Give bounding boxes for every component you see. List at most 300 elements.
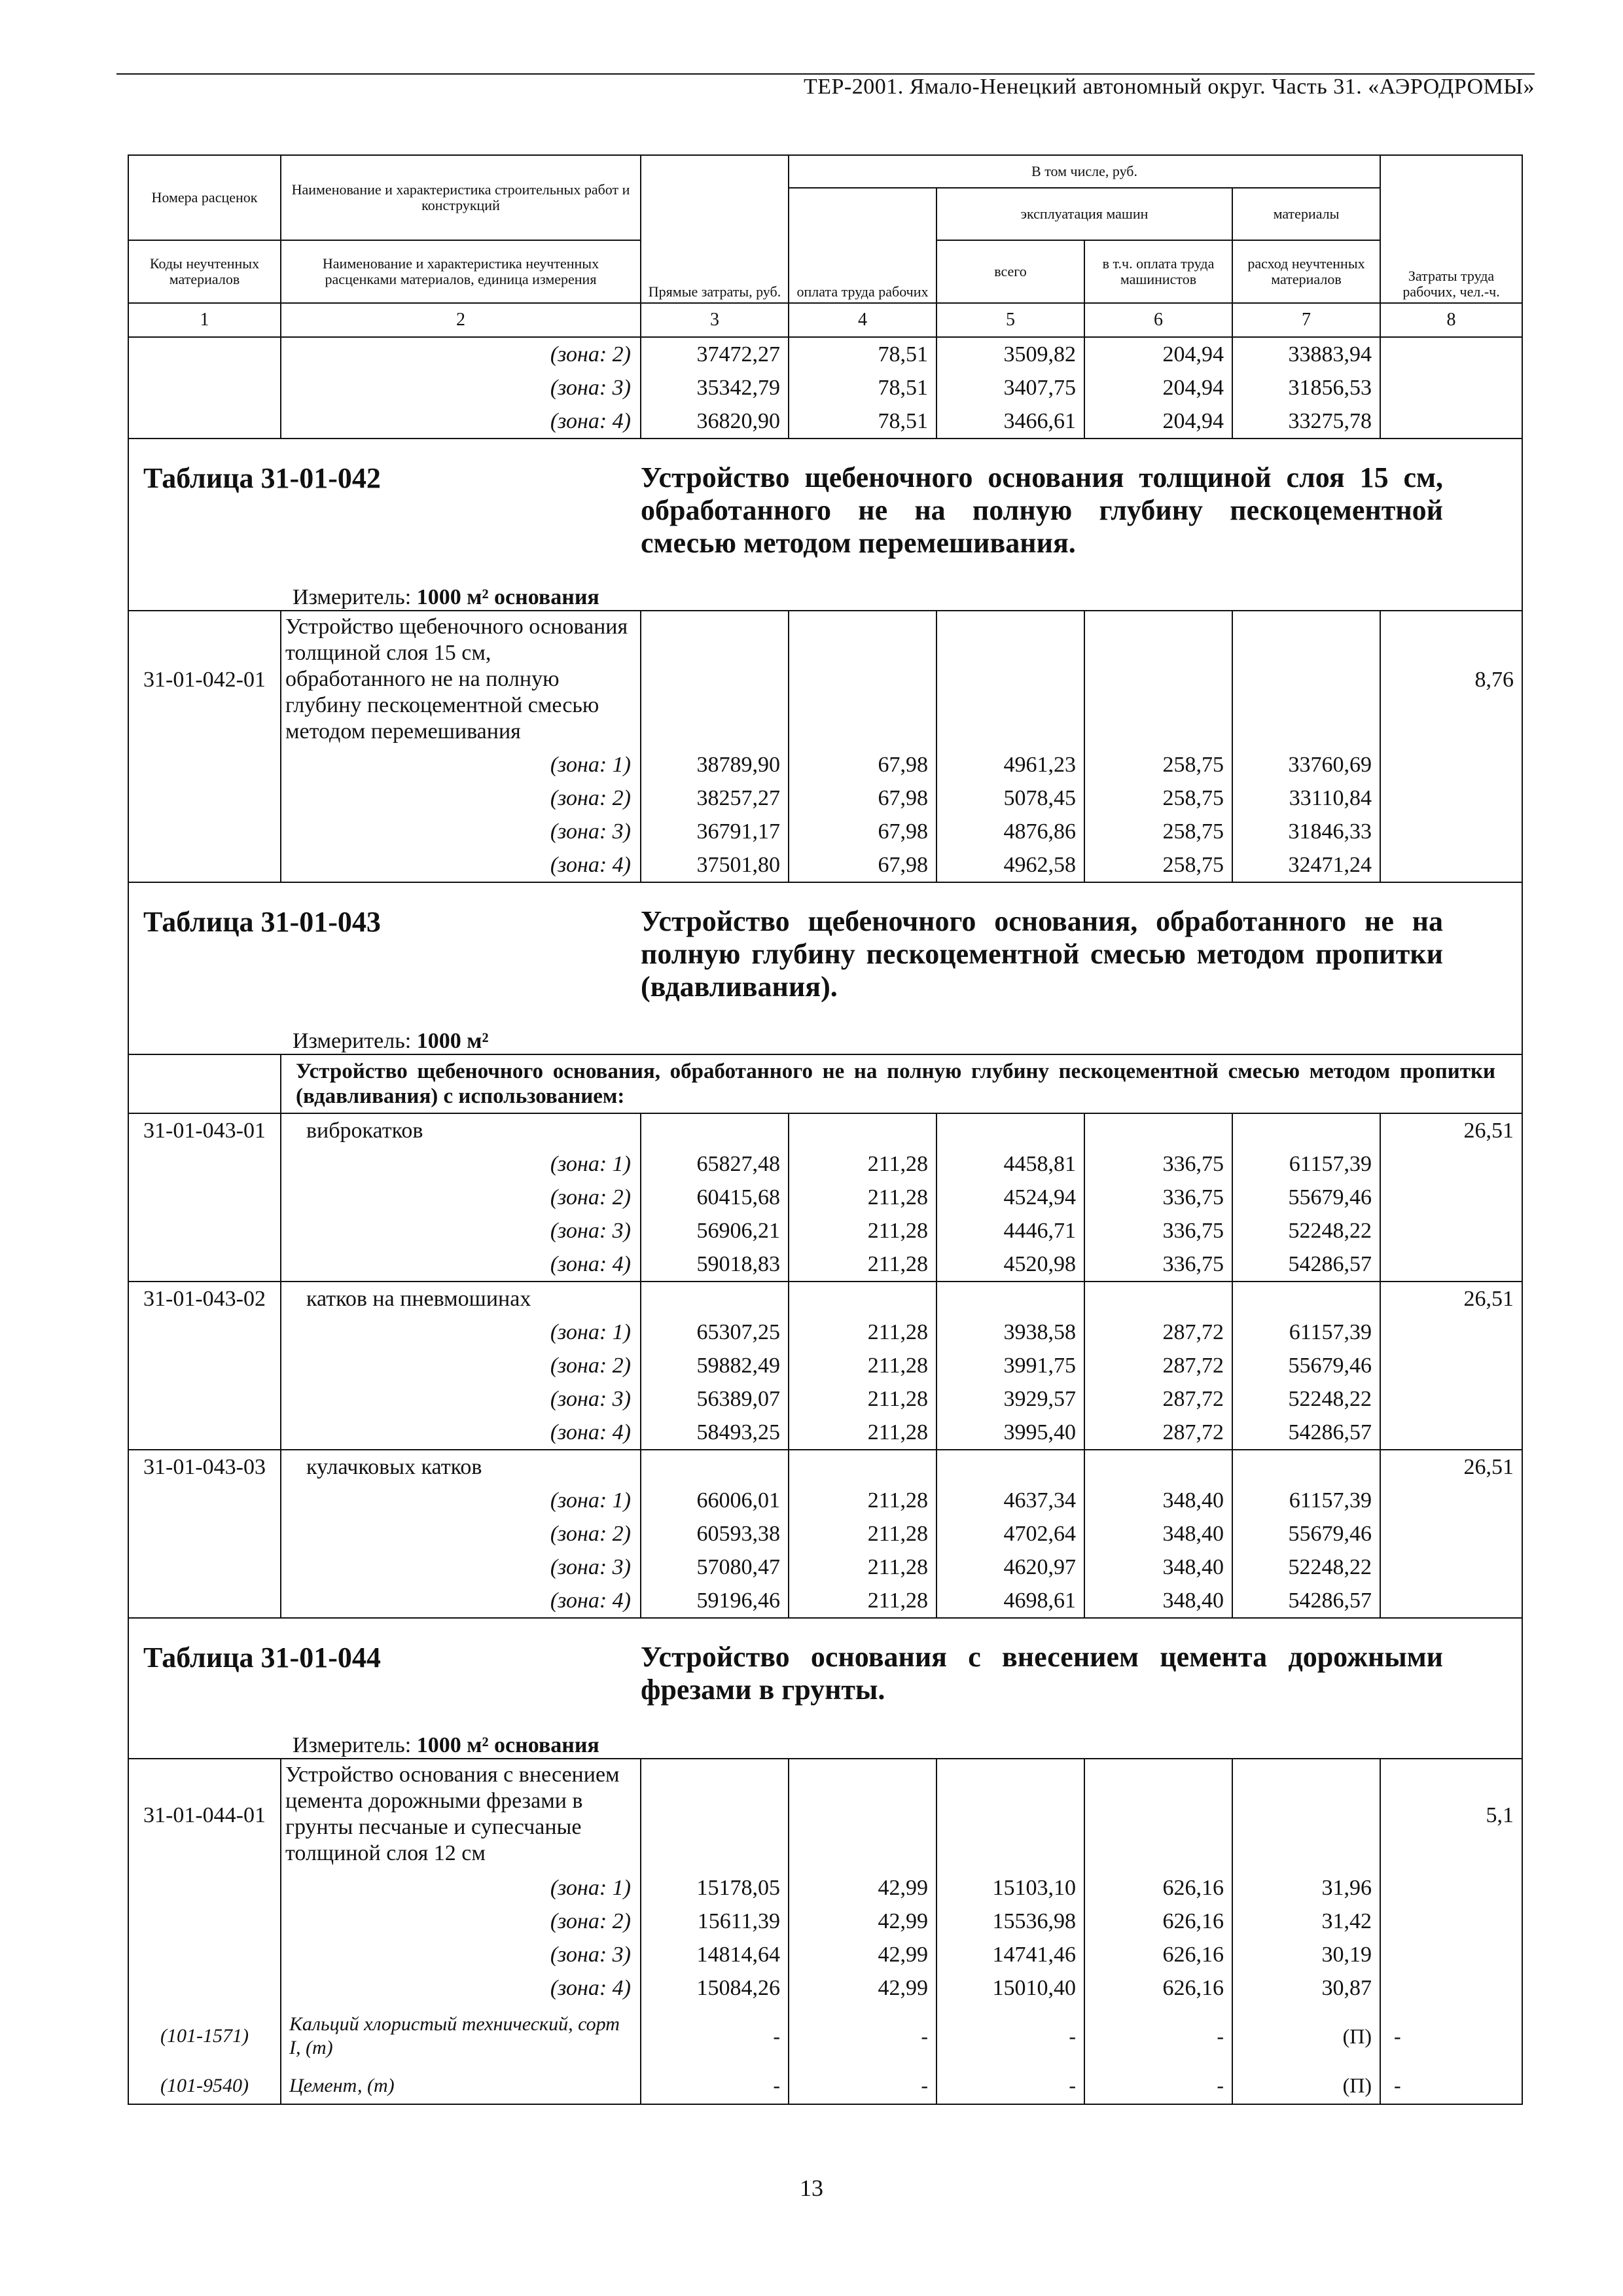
value-cell: 4458,81	[936, 1147, 1084, 1181]
value-cell: 204,94	[1084, 404, 1232, 439]
value-cell: 61157,39	[1232, 1316, 1380, 1349]
value-cell: 78,51	[789, 404, 936, 439]
material-row	[128, 2005, 1522, 2068]
value-cell: 4524,94	[936, 1181, 1084, 1214]
value-cell: 3991,75	[936, 1349, 1084, 1382]
code-cell	[128, 1416, 281, 1450]
labor-cell	[1380, 748, 1522, 781]
value-cell: 67,98	[789, 781, 936, 815]
unit-line	[143, 1029, 641, 1054]
value-cell: 15084,26	[641, 1971, 789, 2005]
labor-cost: 5,1	[1380, 1759, 1522, 1871]
labor-cell	[1380, 1905, 1522, 1938]
value-cell: 33110,84	[1232, 781, 1380, 815]
value-cell: 258,75	[1084, 815, 1232, 848]
value-cell: 211,28	[789, 1551, 936, 1584]
value-cell: 15010,40	[936, 1971, 1084, 2005]
code-cell	[128, 1871, 281, 1905]
value-cell: 348,40	[1084, 1484, 1232, 1517]
zone-label: (зона: 1)	[281, 748, 641, 781]
table-description: Устройство щебеночного основания толщиной слоя 15 см, обработанного не на полную глубину пескоцементной смесью методом перемешивания.	[641, 439, 1522, 611]
value-cell: 3509,82	[936, 337, 1084, 371]
empty-cell	[1084, 611, 1232, 748]
value-cell: 15103,10	[936, 1871, 1084, 1905]
col-num: 3	[641, 303, 789, 337]
col-num: 8	[1380, 303, 1522, 337]
material-value: -	[1084, 2005, 1232, 2068]
header-row-1	[128, 155, 1522, 188]
value-cell: 15611,39	[641, 1905, 789, 1938]
labor-cell	[1380, 1517, 1522, 1551]
value-cell: 4876,86	[936, 815, 1084, 848]
work-description: Устройство основания с внесением цемента дорожными фрезами в грунты песчаные и супесчаные толщиной слоя 12 см	[281, 1759, 641, 1871]
value-cell: 59882,49	[641, 1349, 789, 1382]
col-num: 1	[128, 303, 281, 337]
value-cell: 4637,34	[936, 1484, 1084, 1517]
empty-cell	[936, 611, 1084, 748]
table-title-cell	[128, 1618, 641, 1759]
hdr-codes: Номера расценок	[128, 155, 281, 240]
material-value: -	[936, 2005, 1084, 2068]
unit-line	[143, 585, 641, 610]
value-cell: 37501,80	[641, 848, 789, 882]
zone-row	[128, 371, 1522, 404]
rate-code: 31-01-043-01	[128, 1113, 281, 1147]
value-cell: 287,72	[1084, 1349, 1232, 1382]
hdr-mat-codes: Коды неучтенных материалов	[128, 240, 281, 303]
value-cell: 35342,79	[641, 371, 789, 404]
labor-cell	[1380, 1214, 1522, 1247]
value-cell: 211,28	[789, 1349, 936, 1382]
value-cell: 348,40	[1084, 1517, 1232, 1551]
material-value: -	[789, 2005, 936, 2068]
value-cell: 33883,94	[1232, 337, 1380, 371]
zone-label: (зона: 2)	[281, 1517, 641, 1551]
code-cell	[128, 337, 281, 371]
material-row	[128, 2068, 1522, 2104]
col-num: 4	[789, 303, 936, 337]
value-cell: 15178,05	[641, 1871, 789, 1905]
value-cell: 32471,24	[1232, 848, 1380, 882]
value-cell: 3995,40	[936, 1416, 1084, 1450]
section-header-row	[128, 882, 1522, 1054]
labor-cell	[1380, 1147, 1522, 1181]
zone-row	[128, 748, 1522, 781]
value-cell: 33760,69	[1232, 748, 1380, 781]
code-cell	[128, 1517, 281, 1551]
zone-row	[128, 1147, 1522, 1181]
value-cell: 38789,90	[641, 748, 789, 781]
value-cell: 55679,46	[1232, 1517, 1380, 1551]
labor-cell	[1380, 1551, 1522, 1584]
work-row	[128, 1759, 1522, 1871]
zone-row	[128, 1517, 1522, 1551]
empty-cell	[1084, 1282, 1232, 1316]
running-head: ТЕР-2001. Ямало-Ненецкий автономный округ. Часть 31. «АЭРОДРОМЫ»	[803, 75, 1535, 99]
zone-label: (зона: 4)	[281, 1584, 641, 1618]
zone-row	[128, 1247, 1522, 1282]
material-value: (П)	[1232, 2068, 1380, 2104]
value-cell: 61157,39	[1232, 1147, 1380, 1181]
labor-cell	[1380, 815, 1522, 848]
section-header-row	[128, 439, 1522, 611]
value-cell: 211,28	[789, 1147, 936, 1181]
value-cell: 4520,98	[936, 1247, 1084, 1282]
empty-cell	[789, 1450, 936, 1484]
value-cell: 55679,46	[1232, 1181, 1380, 1214]
labor-cost: 26,51	[1380, 1113, 1522, 1147]
work-row	[128, 611, 1522, 748]
code-cell	[128, 781, 281, 815]
code-cell	[128, 1551, 281, 1584]
empty-cell	[641, 1450, 789, 1484]
code-cell	[128, 1316, 281, 1349]
zone-label: (зона: 3)	[281, 1938, 641, 1971]
hdr-machines-total: всего	[936, 240, 1084, 303]
zone-label: (зона: 1)	[281, 1484, 641, 1517]
material-name: Кальций хлористый технический, сорт I, (т)	[281, 2005, 641, 2068]
zone-row	[128, 1214, 1522, 1247]
value-cell: 211,28	[789, 1316, 936, 1349]
table-title: Таблица 31-01-044	[143, 1641, 381, 1674]
empty-cell	[1084, 1450, 1232, 1484]
value-cell: 30,19	[1232, 1938, 1380, 1971]
item-name: виброкатков	[281, 1113, 641, 1147]
value-cell: 3938,58	[936, 1316, 1084, 1349]
labor-cell	[1380, 1349, 1522, 1382]
hdr-wages: оплата труда рабочих	[789, 188, 936, 303]
item-row	[128, 1113, 1522, 1147]
material-value: -	[936, 2068, 1084, 2104]
value-cell: 336,75	[1084, 1147, 1232, 1181]
col-num: 2	[281, 303, 641, 337]
code-cell	[128, 1247, 281, 1282]
labor-cell	[1380, 1871, 1522, 1905]
zone-row	[128, 1484, 1522, 1517]
hdr-operator-wages: в т.ч. оплата труда машинистов	[1084, 240, 1232, 303]
code-cell	[128, 1584, 281, 1618]
value-cell: 4620,97	[936, 1551, 1084, 1584]
zone-label: (зона: 2)	[281, 1181, 641, 1214]
value-cell: 14741,46	[936, 1938, 1084, 1971]
value-cell: 211,28	[789, 1382, 936, 1416]
labor-cell	[1380, 1382, 1522, 1416]
empty-cell	[936, 1113, 1084, 1147]
value-cell: 287,72	[1084, 1382, 1232, 1416]
code-cell	[128, 748, 281, 781]
value-cell: 211,28	[789, 1584, 936, 1618]
unit-value: 1000 м²	[416, 1029, 489, 1053]
page-number: 13	[800, 2175, 823, 2201]
unit-line	[143, 1733, 641, 1758]
value-cell: 4962,58	[936, 848, 1084, 882]
value-cell: 33275,78	[1232, 404, 1380, 439]
zone-row	[128, 1871, 1522, 1905]
empty-cell	[936, 1282, 1084, 1316]
value-cell: 60415,68	[641, 1181, 789, 1214]
value-cell: 31846,33	[1232, 815, 1380, 848]
hdr-incl: В том числе, руб.	[789, 155, 1380, 188]
unit-prefix: Измеритель:	[293, 585, 417, 609]
value-cell: 61157,39	[1232, 1484, 1380, 1517]
value-cell: 65827,48	[641, 1147, 789, 1181]
rate-code: 31-01-043-03	[128, 1450, 281, 1484]
empty-cell	[789, 1282, 936, 1316]
item-row	[128, 1450, 1522, 1484]
zone-label: (зона: 4)	[281, 404, 641, 439]
unit-prefix: Измеритель:	[293, 1733, 417, 1757]
labor-cell	[1380, 1484, 1522, 1517]
code-cell	[128, 1147, 281, 1181]
value-cell: 348,40	[1084, 1584, 1232, 1618]
value-cell: 4961,23	[936, 748, 1084, 781]
value-cell: 211,28	[789, 1214, 936, 1247]
value-cell: 336,75	[1084, 1247, 1232, 1282]
item-name: кулачковых катков	[281, 1450, 641, 1484]
zone-label: (зона: 3)	[281, 1214, 641, 1247]
table-title-cell	[128, 439, 641, 611]
hdr-direct-costs: Прямые затраты, руб.	[641, 155, 789, 303]
value-cell: 3929,57	[936, 1382, 1084, 1416]
value-cell: 4702,64	[936, 1517, 1084, 1551]
material-value: -	[1084, 2068, 1232, 2104]
zone-label: (зона: 4)	[281, 1247, 641, 1282]
unit-value: 1000 м² основания	[416, 1733, 599, 1757]
zone-row	[128, 815, 1522, 848]
value-cell: 626,16	[1084, 1971, 1232, 2005]
zone-row	[128, 781, 1522, 815]
zone-row	[128, 848, 1522, 882]
value-cell: 52248,22	[1232, 1382, 1380, 1416]
value-cell: 36791,17	[641, 815, 789, 848]
zone-label: (зона: 3)	[281, 371, 641, 404]
rate-code: 31-01-044-01	[128, 1759, 281, 1871]
labor-cost: 26,51	[1380, 1450, 1522, 1484]
empty-cell	[128, 1054, 281, 1113]
value-cell: 31856,53	[1232, 371, 1380, 404]
empty-cell	[641, 1113, 789, 1147]
value-cell: 42,99	[789, 1938, 936, 1971]
labor-cost: 26,51	[1380, 1282, 1522, 1316]
zone-row	[128, 1971, 1522, 2005]
code-cell	[128, 371, 281, 404]
empty-cell	[789, 1759, 936, 1871]
value-cell: 78,51	[789, 371, 936, 404]
code-cell	[128, 1214, 281, 1247]
empty-cell	[1084, 1759, 1232, 1871]
value-cell: 211,28	[789, 1484, 936, 1517]
labor-cell	[1380, 371, 1522, 404]
value-cell: 258,75	[1084, 781, 1232, 815]
value-cell: 65307,25	[641, 1316, 789, 1349]
empty-cell	[1084, 1113, 1232, 1147]
value-cell: 626,16	[1084, 1871, 1232, 1905]
empty-cell	[936, 1450, 1084, 1484]
labor-cost: 8,76	[1380, 611, 1522, 748]
group-row	[128, 1054, 1522, 1113]
value-cell: 42,99	[789, 1871, 936, 1905]
value-cell: 59196,46	[641, 1584, 789, 1618]
code-cell	[128, 1382, 281, 1416]
zone-row	[128, 1349, 1522, 1382]
code-cell	[128, 848, 281, 882]
col-num: 5	[936, 303, 1084, 337]
zone-row	[128, 404, 1522, 439]
labor-cell	[1380, 848, 1522, 882]
empty-cell	[1232, 1282, 1380, 1316]
code-cell	[128, 1181, 281, 1214]
empty-cell	[1232, 1450, 1380, 1484]
table-title: Таблица 31-01-043	[143, 906, 381, 938]
value-cell: 31,96	[1232, 1871, 1380, 1905]
unit-value: 1000 м² основания	[416, 585, 599, 609]
item-row	[128, 1282, 1522, 1316]
value-cell: 56389,07	[641, 1382, 789, 1416]
zone-label: (зона: 2)	[281, 1905, 641, 1938]
hdr-labor: Затраты труда рабочих, чел.-ч.	[1380, 155, 1522, 303]
rate-code: 31-01-043-02	[128, 1282, 281, 1316]
empty-cell	[1232, 1113, 1380, 1147]
value-cell: 336,75	[1084, 1181, 1232, 1214]
zone-label: (зона: 3)	[281, 1551, 641, 1584]
table-title-cell	[128, 882, 641, 1054]
value-cell: 626,16	[1084, 1938, 1232, 1971]
zone-label: (зона: 2)	[281, 1349, 641, 1382]
value-cell: 67,98	[789, 815, 936, 848]
zone-label: (зона: 1)	[281, 1147, 641, 1181]
value-cell: 37472,27	[641, 337, 789, 371]
empty-cell	[641, 1282, 789, 1316]
value-cell: 31,42	[1232, 1905, 1380, 1938]
value-cell: 15536,98	[936, 1905, 1084, 1938]
material-labor: -	[1380, 2005, 1522, 2068]
value-cell: 4698,61	[936, 1584, 1084, 1618]
work-description: Устройство щебеночного основания толщиной слоя 15 см, обработанного не на полную глубину пескоцементной смесью методом перемешивания	[281, 611, 641, 748]
code-cell	[128, 1905, 281, 1938]
value-cell: 287,72	[1084, 1416, 1232, 1450]
labor-cell	[1380, 1584, 1522, 1618]
value-cell: 59018,83	[641, 1247, 789, 1282]
table-body	[128, 155, 1522, 2104]
table-description: Устройство основания с внесением цемента дорожными фрезами в грунты.	[641, 1618, 1522, 1759]
value-cell: 38257,27	[641, 781, 789, 815]
hdr-machines: эксплуатация машин	[936, 188, 1232, 240]
zone-label: (зона: 3)	[281, 815, 641, 848]
value-cell: 42,99	[789, 1971, 936, 2005]
zone-row	[128, 1382, 1522, 1416]
labor-cell	[1380, 781, 1522, 815]
material-code: (101-1571)	[128, 2005, 281, 2068]
price-table	[128, 154, 1523, 2105]
value-cell: 67,98	[789, 748, 936, 781]
rate-code: 31-01-042-01	[128, 611, 281, 748]
labor-cell	[1380, 1316, 1522, 1349]
value-cell: 14814,64	[641, 1938, 789, 1971]
value-cell: 3407,75	[936, 371, 1084, 404]
labor-cell	[1380, 1416, 1522, 1450]
value-cell: 54286,57	[1232, 1584, 1380, 1618]
value-cell: 204,94	[1084, 337, 1232, 371]
hdr-mat-names: Наименование и характеристика неучтенных расценками материалов, единица измерения	[281, 240, 641, 303]
value-cell: 66006,01	[641, 1484, 789, 1517]
code-cell	[128, 815, 281, 848]
empty-cell	[641, 611, 789, 748]
value-cell: 57080,47	[641, 1551, 789, 1584]
code-cell	[128, 1484, 281, 1517]
labor-cell	[1380, 404, 1522, 439]
labor-cell	[1380, 1938, 1522, 1971]
value-cell: 211,28	[789, 1247, 936, 1282]
empty-cell	[936, 1759, 1084, 1871]
code-cell	[128, 1349, 281, 1382]
value-cell: 5078,45	[936, 781, 1084, 815]
value-cell: 211,28	[789, 1517, 936, 1551]
empty-cell	[789, 1113, 936, 1147]
zone-label: (зона: 4)	[281, 1971, 641, 2005]
zone-label: (зона: 1)	[281, 1316, 641, 1349]
value-cell: 52248,22	[1232, 1551, 1380, 1584]
value-cell: 78,51	[789, 337, 936, 371]
zone-label: (зона: 4)	[281, 1416, 641, 1450]
value-cell: 52248,22	[1232, 1214, 1380, 1247]
value-cell: 211,28	[789, 1416, 936, 1450]
zone-label: (зона: 3)	[281, 1382, 641, 1416]
material-value: -	[641, 2005, 789, 2068]
material-value: -	[641, 2068, 789, 2104]
labor-cell	[1380, 1971, 1522, 2005]
section-header-row	[128, 1618, 1522, 1759]
hdr-name: Наименование и характеристика строительных работ и конструкций	[281, 155, 641, 240]
empty-cell	[1232, 1759, 1380, 1871]
zone-row	[128, 337, 1522, 371]
hdr-materials: материалы	[1232, 188, 1380, 240]
value-cell: 626,16	[1084, 1905, 1232, 1938]
material-labor: -	[1380, 2068, 1522, 2104]
unit-prefix: Измеритель:	[293, 1029, 417, 1053]
value-cell: 56906,21	[641, 1214, 789, 1247]
column-numbers-row	[128, 303, 1522, 337]
table-title: Таблица 31-01-042	[143, 462, 381, 494]
labor-cell	[1380, 1181, 1522, 1214]
value-cell: 204,94	[1084, 371, 1232, 404]
value-cell: 60593,38	[641, 1517, 789, 1551]
value-cell: 58493,25	[641, 1416, 789, 1450]
material-value: -	[789, 2068, 936, 2104]
zone-label: (зона: 2)	[281, 781, 641, 815]
value-cell: 348,40	[1084, 1551, 1232, 1584]
code-cell	[128, 1971, 281, 2005]
item-name: катков на пневмошинах	[281, 1282, 641, 1316]
value-cell: 258,75	[1084, 748, 1232, 781]
labor-cell	[1380, 1247, 1522, 1282]
material-code: (101-9540)	[128, 2068, 281, 2104]
zone-label: (зона: 4)	[281, 848, 641, 882]
col-num: 7	[1232, 303, 1380, 337]
zone-row	[128, 1181, 1522, 1214]
material-value: (П)	[1232, 2005, 1380, 2068]
code-cell	[128, 1938, 281, 1971]
zone-label: (зона: 1)	[281, 1871, 641, 1905]
zone-row	[128, 1905, 1522, 1938]
material-name: Цемент, (т)	[281, 2068, 641, 2104]
empty-cell	[789, 611, 936, 748]
value-cell: 54286,57	[1232, 1247, 1380, 1282]
value-cell: 258,75	[1084, 848, 1232, 882]
hdr-material-usage: расход неучтенных материалов	[1232, 240, 1380, 303]
labor-cell	[1380, 337, 1522, 371]
value-cell: 42,99	[789, 1905, 936, 1938]
value-cell: 30,87	[1232, 1971, 1380, 2005]
